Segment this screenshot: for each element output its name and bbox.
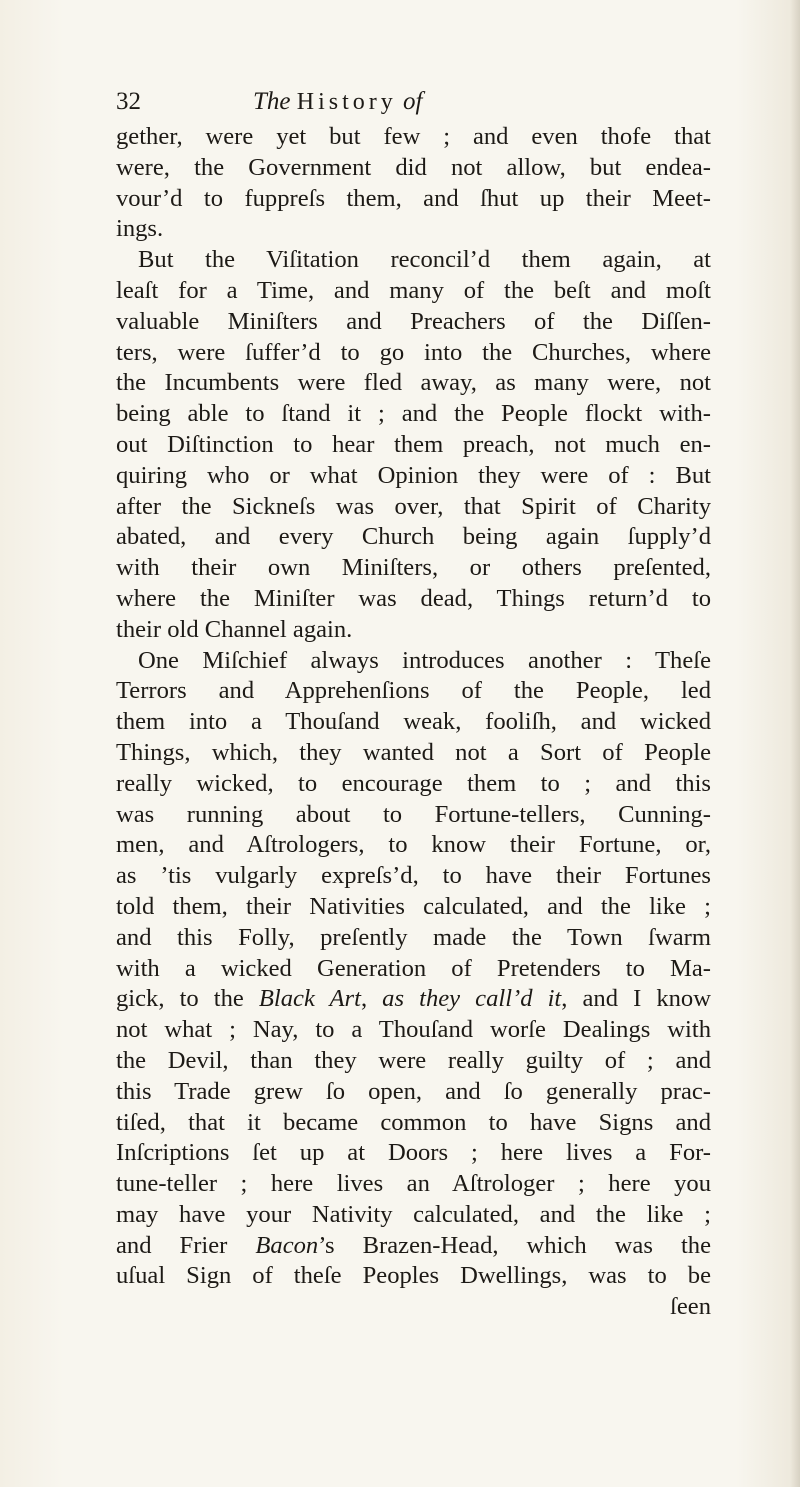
running-title-history: History [296,89,397,115]
text-line: Inſcriptions ſet up at Doors ; here lives a For- [116,1139,711,1167]
body-text [116,122,711,1323]
text-line: and this Folly, preſently made the Town ſwarm [116,923,711,951]
text-line: with their own Miniſters, or others preſented, [116,554,711,582]
text-line: valuable Miniſters and Preachers of the Diſſen- [116,307,711,335]
running-title-of: of [403,88,423,115]
text-line: out Diſtinction to hear them preach, not much en- [116,430,711,458]
text-line: quiring who or what Opinion they were of : But [116,461,711,489]
text-line: after the Sickneſs was over, that Spirit of Charity [116,492,711,520]
text-line: ters, were ſuffer’d to go into the Churches, where [116,338,711,366]
text-fragment: , [360,985,383,1013]
text-line: Terrors and Apprehenſions of the People, led [116,677,711,705]
text-fragment: and Frier [116,1231,256,1259]
italic-as-they-called-it: as they call’d it [382,985,562,1013]
text-line-black-art [116,984,711,1015]
text-line: as ’tis vulgarly expreſs’d, to have their Fortunes [116,862,711,890]
text-line: One Miſchief always introduces another : Theſe [138,646,711,674]
catchword: ſeen [670,1293,711,1321]
text-line: abated, and every Church being again ſupply’d [116,523,711,551]
text-line: gether, were yet but few ; and even thofe that [116,123,711,150]
text-line: this Trade grew ſo open, and ſo generally prac- [116,1077,711,1105]
text-line: the Incumbents were fled away, as many were, not [116,369,711,397]
text-line: told them, their Nativities calculated, and the like ; [116,892,711,920]
text-line: tiſed, that it became common to have Signs and [116,1108,711,1136]
italic-bacon: Bacon [255,1231,319,1259]
text-line: ings. [116,215,164,243]
text-line: uſual Sign of theſe Peoples Dwellings, was to be [116,1262,711,1290]
text-line: being able to ſtand it ; and the People flockt with- [116,400,711,428]
text-line: But the Viſitation reconcil’d them again, at [138,246,711,274]
running-title [253,88,422,116]
text-line: was running about to Fortune-tellers, Cunning- [116,800,711,828]
text-line: Things, which, they wanted not a Sort of People [116,738,711,766]
text-fragment: , and I know [561,985,711,1013]
text-line: really wicked, to encourage them to ; and this [116,769,711,797]
text-line: them into a Thouſand weak, fooliſh, and wicked [116,708,711,736]
text-line: tune-teller ; here lives an Aſtrologer ; here you [116,1170,711,1198]
text-line: with a wicked Generation of Pretenders to Ma- [116,954,711,982]
text-line: where the Miniſter was dead, Things return’d to [116,584,711,612]
text-line: their old Channel again. [116,615,353,643]
text-line-bacon [116,1231,711,1262]
text-line: leaſt for a Time, and many of the beſt and moſt [116,276,711,304]
running-header [116,88,716,122]
italic-black-art: Black Art [258,985,361,1013]
text-line: not what ; Nay, to a Thouſand worſe Dealings with [116,1016,711,1044]
running-title-the: The [253,88,291,115]
text-line: men, and Aſtrologers, to know their Fortune, or, [116,831,711,859]
text-fragment: ’s Brazen-Head, which was the [318,1231,711,1259]
page-edge-shadow [790,0,800,1487]
text-line: were, the Government did not allow, but endea- [116,153,711,181]
text-line: may have your Nativity calculated, and the like ; [116,1200,711,1228]
text-fragment: gick, to the [116,985,259,1013]
text-line: the Devil, than they were really guilty of ; and [116,1046,711,1074]
page-number: 32 [116,88,141,115]
text-line: vour’d to fuppreſs them, and ſhut up their Meet- [116,184,711,212]
